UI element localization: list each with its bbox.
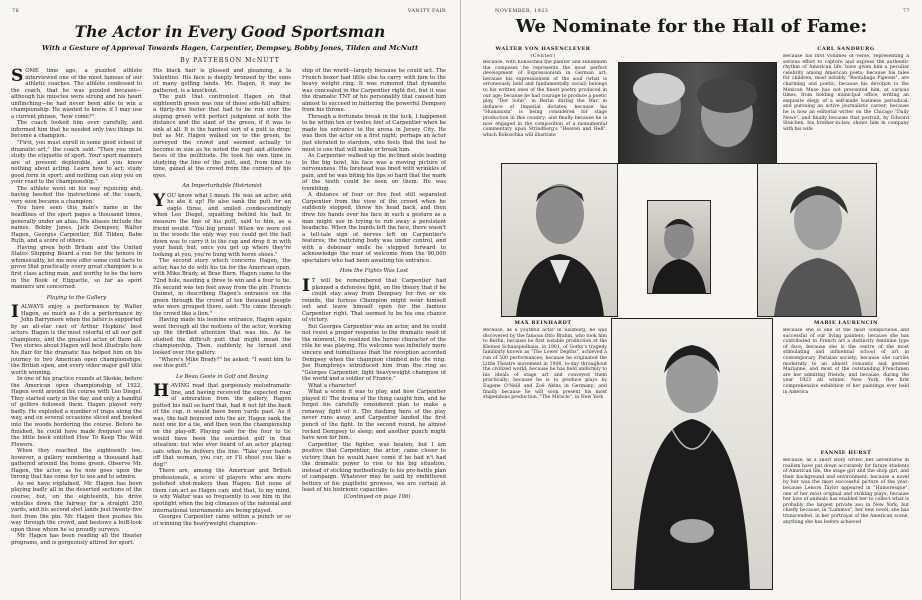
paragraph: In one of his practice rounds at Skokie, before the American open championship of 1922, Hagen went around the course with Leo Diegel. They started early in the day, and only a handful of golfers followed them. Hagen played very badly. He exploded a number of traps along the way, and on several occasions sliced and hooked into the woods bordering the course. Before he finished, he could have made frequent use of the little book entitled How To Keep The Wild Flowers.: [11, 376, 142, 448]
paragraph: As we have explained, Mr. Hagen has been playing badly all in the deserted sections of the course; but, on the eighteenth, his drive whistles down the fairway for a straight 250 yards, and his second shot lands just twenty-five feet from the pin. Mr. Hagen then pushes his way through the crowd, and bestows a buff-look upon those whom he so proudly surveys.: [11, 480, 142, 533]
paragraph: But Georges Carpentier was an actor, and he could not resist a proper response to the dramatic need of the moment. He realized the heroic character of the rôle he was playing. His welcome was infinitely more sincere and tumultuous than the reception accorded Dempsey when the champion climbed into the ring. Joe Humphreys introduced him from the ring as "Georges Carpentier, light heavyweight champion of the world and a soldier of France.": [302, 323, 446, 383]
byline: By PATTERSON McNUTT: [180, 57, 280, 64]
paragraph: Having given both Britain and the United States Shipping Board a run for the honors in whimsicality, let me now offer some cold facts to prove that practically every great champion is a first class acting man, and worthy to be the hero in the Book of Etiquette, so far as sport manners are concerned.: [11, 244, 142, 291]
paragraph: ship of the world—largely because he could act. The French boxer had little else to carry with him to the heavy weight ring. It was rumored that dynamite was concealed in the Carpentier right fist, but it was the dramatic TNT of his personality that caused him almost to succeed in battering the powerful Dempsey from his throne.: [302, 68, 446, 114]
paragraph: SOME time ago, a puzzled athlete interviewed one of the most famous of our athletic coaches. The athlete confessed to the coach, that he was puzzled because—although his muscles were strong and his heart unflinching—he had never been able to win a championship. He wanted to know, if I may use a current phrase, "how come?": [11, 68, 142, 120]
paragraph: HAVING read that gorgeously melodramatic line, and having received the expected roar of admiration from the gallery, Hagen putted his ball so hard that, had it not hit the back of the cup, it would have been yards past. As it was, the ball bounced into the air, Hagen sank the next one for a tie, and then won the championship on the play-off. Playing safe for the four to tie would have been the soundest golf in that situation; but who ever heard of an actor playing safe when he delivers the line: "Take your hands off that woman, you cur, or I'll shoot you like a dog!": [153, 381, 291, 468]
article-column-2: [153, 68, 291, 596]
portrait-hurst-photo: [611, 318, 773, 590]
caption-sub-hasenclever: (Center): [530, 53, 556, 59]
running-head-left: VANITY FAIR: [407, 8, 446, 14]
caption-hasenclever: Because, with Kokoschka the painter and Hindemith the composer, he represents the most perfect development of Expressionism in German art; because his expressionism of the soul (what is erroneously held and fundamentally social) belongs to his written ones of the finest poetry produced in our age; because he had courage to produce a poetic play, "Der Sohn", in Berlin during the War, in defiance of Imperial dictates; because his "Humanism" is being considered for stage production in this country; and finally because he is now engaged in the composition of a monumental commentary upon Strindberg's "Heaven and Hell", which Kokoschka will illustrate: [483, 60, 607, 138]
paragraph: The putt that confronted Hagen on that eighteenth green was one of those side-hill affairs; a thirty-five footer that had to be run over the sloping green with perfect judgment of both the distance and the slant of the green, if it was to sink at all. It is the hardest sort of a putt to drop; but as Mr. Hagen walked on to the green, he surveyed the crowd and seemed actually to become in size as he noted the rapt and attentive faces of the multitude. He took his own time in studying the line of the putt, and, from time to time, gazed at the crowd from the corners of his eyes.: [153, 94, 291, 179]
paragraph: I T will be remembered that Carpentier had planned a defensive fight, on the theory that if he could stay away from Dempsey for five or six rounds, the furious Champion might wear himself out and leave himself open for the famous Carpentier right. That seemed to be his one chance of victory.: [302, 275, 446, 324]
drop-cap: I: [302, 275, 310, 296]
subheading: How the Fights Was Lost: [339, 268, 409, 275]
subheading: An Imperturbable Histrionist: [182, 183, 262, 190]
paragraph: The athlete went on his way rejoicing and, having heeded the instructions of the coach, very soon became a champion.: [11, 185, 142, 205]
paragraph: "First, you must enroll in some good school of dramatic art," the coach said. "Then you must study the etiquette of sport. Your sport manners are at present deplorable, and you know nothing about acting. Learn how to act; study good form in sport; and nothing can stop you on your road to the championship.": [11, 140, 142, 186]
paragraph: Carpentier, the fighter, was beaten; but I am positive that Carpentier, the actor, came closer to victory than he would have come if he had n't had the dramatic power to rise to his big situation, instead of sticking methodically to his pre-battle plan of campaign. Whatever may be said by embittered bettors of his pugilistic prowess, we are certain at least of his histrionic capacities.: [302, 441, 446, 494]
paragraph: A distance of four or five feet still separated Carpentier from the view of the crowd when he suddenly stopped, threw his head back, and then drew his hands over his face in such a gesture as a man might use in trying to rub away a persistent headache. When the hands left the face, there wasn't a tell-tale sign of nerves left on Carpentier's features; the twitching body was under control, and with a debonair smile he stepped forward to acknowledge the roar of welcome from the 90,000 spectators who had been awaiting his entrance.: [302, 192, 446, 264]
paragraph: Mr. Hagen has been reading all the theater programs, and is gorgeously attired for sport.: [11, 533, 142, 546]
portrait-illustration: [612, 319, 772, 589]
paragraph: The second story which concerns Hagen, the actor, has to do with his tie for the American open, with Mike Brady, at Brae Burn. Hagen came to the 72nd hole, needing a three to win and a four to tie. He second was ten feet away from the pin. Francis Ouimet, in describing Hagen's entrance on the green through the crowd of ten thousand people who were grouped there, said: "He came through the crowd like a lion.": [153, 258, 291, 317]
subheading: Playing to the Gallery: [46, 294, 107, 301]
drop-cap: Y: [153, 190, 166, 211]
paragraph: Georges Carpentier came within a punch or so of winning the heavyweight champion-: [153, 514, 291, 527]
portrait-sandburg-photo: [618, 62, 777, 164]
paragraph: "Where's Mike Brady?" he asked; "I want him to see this putt.": [153, 356, 291, 370]
paragraph: YOU know what I mean. He was an actor, and he ate it up! He also sank the putt for an eagle three, and smiled condescendingly when Leo Diegel, squatting behind his ball to measure the line of his putt, said to him, as a friend would: "You big prune! When we were out in the woods the only way you could get the ball down was to carry it to the cup and drop it in with your hand; but, once you get up where they're looking at you, you're hung with horse shoes.": [153, 190, 291, 258]
page-number-right: 77: [902, 8, 910, 14]
paragraph: There are, among the American and British professionals, a score of players who are more polished shot-makers than Hagen. But none of them can act as Hagen can; and that, to my mind, is why Walter was so frequently to see him in the spotlight when the big climaxes of the national and international tournaments are being played.: [153, 468, 291, 514]
portrait-illustration: [758, 164, 876, 316]
running-head-right: NOVEMBER, 1923: [495, 8, 549, 14]
paragraph: Through a fortunate break in the luck, I happened to be within ten or twelve feet of Carpentier when he made his entrance to the arena in Jersey City. He was then the actor on a first night; perhaps an actor just elevated to stardom, who feels that the test he must is one that will make or break him.: [302, 113, 446, 153]
caption-laurencin: Because she is one of the most conspicuous and successful of our living painters; because she has contributed to French art a distinctly feminine type of face; because she is the centre of the most stimulating and influential school of art in contemporary Parisian society; because she carries modernity to an almost romantic and genteel Marianne, and most of the outstanding Frenchmen are her admiring friends; and because, during the year 1923 all winter, New York, the first comprehensive exhibition of her paintings ever held in America: [783, 328, 909, 395]
caption-name-hasenclever: WALTER VON HASENCLEVER: [495, 46, 591, 52]
portrait-laurencin-photo: [757, 163, 877, 317]
portrait-illustration: [648, 201, 710, 293]
portrait-reinhardt-photo: [501, 163, 618, 317]
article-column-1: [11, 68, 142, 596]
subheading: Le Beau Geste in Golf and Boxing: [175, 373, 268, 380]
caption-name-laurencin: MARIE LAURENCIN: [813, 320, 879, 326]
article-title: The Actor in Every Good Sportsman: [74, 22, 386, 41]
paragraph: You have seen this man's name in the headlines of the sport pages a thousand times, generally under an alias. His aliases include the names, Bobby Jones, Jack Dempsey, Walter Hagen, Georges Carpentier, Bill Tilden, Babe Ruth, and a score of others.: [11, 205, 142, 245]
paragraph: IALWAYS enjoy a performance by Walter Hagen, as much as I do a performance by John Barrymore when the latter is supported by an all-star cast of Arthur Hopkins' best actors. Hagen is the most colorful of all our golf champions, and the greatest actor of them all. Two stories about Hagen will best illustrate how his flair for the dramatic has helped him on his journey to two American open championships, the British open, and every other major golf title worth winning.: [11, 302, 142, 376]
article-column-3: [302, 68, 446, 596]
paragraph: Having made his leonine entrance, Hagen again went through all the motions of the actor, working up the thrilled attention that was his. As he studied the difficult putt that might mean the championship. Then, suddenly, he turned and looked over the gallery.: [153, 317, 291, 356]
portrait-illustration: [502, 164, 617, 316]
page-number-left: 76: [12, 8, 20, 14]
page-title: We Nominate for the Hall of Fame:: [515, 16, 868, 37]
article-deck: With a Gesture of Approval Towards Hagen, Carpentier, Dempsey, Bobby Jones, Tilden and McNutt: [41, 44, 419, 52]
caption-hurst: Because, as a short story writer, her adventures in realism have put down accurately for future students of American life, the stage girl and the shop girl, and their background and environment; because a novel by her was the most successful picture of the year; because Lenore Taylor appeared in "Humoresque", one of her most original and striking plays; because her love of animals has enabled her to collect what is probably the largest private zoo in New York; but chiefly because, in "Lummox", her new novel, she has transcended, in her portrayal of the American scene, anything she has before achieved: [783, 458, 909, 525]
caption-reinhardt: Because, as a youthful actor in Salzburg, he was discovered by the famous Otto Brahm, who took him to Berlin; because he first notable production at the Kleines Schauspielhaus, in 1901, of Gorky's tragedy familiarly known as "The Lower Depths", achieved a run of 500 performances; because he originated the Little Theatre movement in 1906, to-day throughout the civilized world; because he has held uniformly to his ideals of stage art and conveyed them practically; because he is to produce plays by Eugene O'Neill and Zoë Akins in Germany; and finally because he will soon present his most stupendous production, "The Miracle", in New York: [483, 328, 607, 401]
paragraph: His black hair is glossed and gleaming, à la Valentino. His face is deeply bronzed by the suns of many golfing lands. Mr. Hagen, it may be gathered, is a knockout.: [153, 68, 291, 94]
caption-name-hurst: FANNIE HURST: [820, 450, 872, 456]
paragraph: What a scene it was to play, and how Carpentier played it! The drama of the thing caught him, and he forgot his carefully considered plan to make a runaway fight of it. The dashing hero of the play never runs away, and Carpentier landed the first punch of the fight. In the second round, he almost rocked Dempsey to sleep; and another punch might have won for him.: [302, 389, 446, 442]
caption-name-sandburg: CARL SANDBURG: [817, 46, 875, 52]
continued-note: (Continued on page 106): [343, 494, 411, 500]
paragraph: As Carpentier walked up the inclined aisle leading to the big bowl, his face was a moving picture of nervousness. His forehead was lined with wrinkles of pain, and he was biting his lips so hard that the mark of the teeth could be seen on them. He was trembling.: [302, 153, 446, 192]
drop-cap: S: [11, 68, 24, 86]
caption-name-reinhardt: MAX REINHARDT: [514, 320, 572, 326]
portrait-center-photo: [647, 200, 711, 294]
paragraph: The coach looked him over carefully, and informed him that he needed only two things to become a champion.: [11, 120, 142, 140]
drop-cap: I: [11, 302, 19, 323]
portrait-illustration: [619, 63, 776, 163]
caption-sandburg: Because his first volumes of verse, representing a serious effort to capture and express the authentic rhythm of American life, have given him a peculiar celebrity among American poets; because his tales for children, most notably "Rootabaga Pigeons", are charming and poetic; because his devotion to the Mexican Muse has not prevented him, at various times, from holding municipal office, writing an exquisite elegy of a self-made business periodical, and pursuing an active journalistic career; because he is now an editorial writer on the Chicago "Daily News"; and finally because that portrait, by Edward Steichen, his brother-in-law, shows him in company with his wife: [783, 54, 909, 132]
paragraph: What a character!: [308, 382, 357, 389]
right-page: [461, 0, 922, 600]
paragraph: When they reached the eighteenth tee, however, a gallery numbering a thousand had gathered around the home green. Observe Mr. Hagen, the actor, as he now goes upon the throng that has come for to see and to admire.: [11, 448, 142, 481]
drop-cap: H: [153, 381, 170, 402]
